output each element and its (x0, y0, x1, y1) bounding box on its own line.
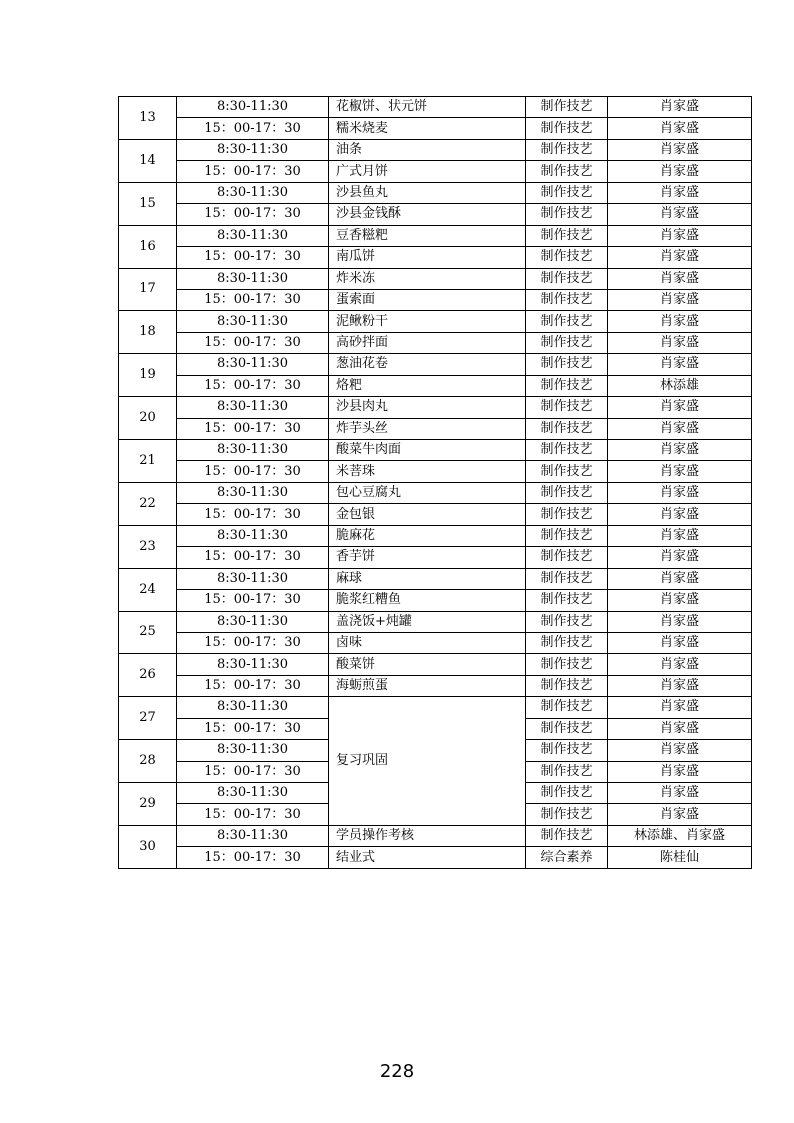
content-cell: 米菩珠 (329, 461, 526, 482)
teacher-cell: 肖家盛 (608, 311, 752, 332)
day-cell: 22 (119, 482, 177, 525)
day-cell: 26 (119, 654, 177, 697)
day-cell: 29 (119, 783, 177, 826)
table-row (119, 332, 752, 353)
teacher-cell: 肖家盛 (608, 783, 752, 804)
table-row (119, 461, 752, 482)
table-row (119, 161, 752, 182)
table-row (119, 675, 752, 696)
module-cell: 制作技艺 (526, 525, 608, 546)
module-cell: 制作技艺 (526, 632, 608, 653)
teacher-cell: 肖家盛 (608, 504, 752, 525)
time-cell: 15：00-17：30 (177, 118, 329, 139)
time-cell: 8:30-11:30 (177, 139, 329, 160)
teacher-cell: 肖家盛 (608, 139, 752, 160)
day-cell: 25 (119, 611, 177, 654)
teacher-cell: 肖家盛 (608, 354, 752, 375)
content-cell: 麻球 (329, 568, 526, 589)
module-cell: 制作技艺 (526, 568, 608, 589)
table-row (119, 568, 752, 589)
content-cell: 花椒饼、状元饼 (329, 97, 526, 118)
table-row (119, 847, 752, 868)
module-cell: 制作技艺 (526, 740, 608, 761)
page-number: 228 (379, 1061, 415, 1082)
time-cell: 15：00-17：30 (177, 761, 329, 782)
module-cell: 制作技艺 (526, 504, 608, 525)
table-row (119, 225, 752, 246)
table-row (119, 525, 752, 546)
table-row (119, 504, 752, 525)
teacher-cell: 肖家盛 (608, 97, 752, 118)
time-cell: 15：00-17：30 (177, 289, 329, 310)
content-cell: 酸菜牛肉面 (329, 440, 526, 461)
content-cell: 盖浇饭+炖罐 (329, 611, 526, 632)
teacher-cell: 肖家盛 (608, 590, 752, 611)
time-cell: 15：00-17：30 (177, 847, 329, 868)
teacher-cell: 肖家盛 (608, 654, 752, 675)
module-cell: 制作技艺 (526, 783, 608, 804)
table-row (119, 268, 752, 289)
time-cell: 15：00-17：30 (177, 332, 329, 353)
table-row (119, 697, 752, 718)
module-cell: 制作技艺 (526, 482, 608, 503)
content-cell: 高砂拌面 (329, 332, 526, 353)
content-cell: 脆浆红糟鱼 (329, 590, 526, 611)
module-cell: 制作技艺 (526, 547, 608, 568)
time-cell: 15：00-17：30 (177, 504, 329, 525)
module-cell: 制作技艺 (526, 718, 608, 739)
content-cell: 卤味 (329, 632, 526, 653)
day-cell: 27 (119, 697, 177, 740)
module-cell: 制作技艺 (526, 332, 608, 353)
time-cell: 15：00-17：30 (177, 718, 329, 739)
content-cell: 糯米烧麦 (329, 118, 526, 139)
time-cell: 15：00-17：30 (177, 461, 329, 482)
content-cell: 沙县鱼丸 (329, 182, 526, 203)
teacher-cell: 肖家盛 (608, 289, 752, 310)
time-cell: 8:30-11:30 (177, 225, 329, 246)
content-cell: 蛋索面 (329, 289, 526, 310)
content-cell: 香芋饼 (329, 547, 526, 568)
time-cell: 8:30-11:30 (177, 740, 329, 761)
review-content-cell: 复习巩固 (329, 697, 526, 826)
time-cell: 15：00-17：30 (177, 204, 329, 225)
schedule-table (118, 96, 752, 869)
teacher-cell: 肖家盛 (608, 675, 752, 696)
teacher-cell: 陈桂仙 (608, 847, 752, 868)
table-row (119, 97, 752, 118)
table-row (119, 440, 752, 461)
module-cell: 制作技艺 (526, 611, 608, 632)
time-cell: 8:30-11:30 (177, 182, 329, 203)
time-cell: 8:30-11:30 (177, 268, 329, 289)
teacher-cell: 肖家盛 (608, 418, 752, 439)
teacher-cell: 肖家盛 (608, 247, 752, 268)
content-cell: 结业式 (329, 847, 526, 868)
time-cell: 15：00-17：30 (177, 161, 329, 182)
teacher-cell: 肖家盛 (608, 268, 752, 289)
table-row (119, 547, 752, 568)
table-row (119, 375, 752, 396)
day-cell: 24 (119, 568, 177, 611)
time-cell: 15：00-17：30 (177, 632, 329, 653)
teacher-cell: 肖家盛 (608, 482, 752, 503)
teacher-cell: 林添雄、肖家盛 (608, 825, 752, 846)
module-cell: 制作技艺 (526, 440, 608, 461)
teacher-cell: 肖家盛 (608, 568, 752, 589)
module-cell: 制作技艺 (526, 268, 608, 289)
table-row (119, 354, 752, 375)
module-cell: 制作技艺 (526, 590, 608, 611)
teacher-cell: 肖家盛 (608, 547, 752, 568)
module-cell: 制作技艺 (526, 461, 608, 482)
teacher-cell: 肖家盛 (608, 225, 752, 246)
content-cell: 烙粑 (329, 375, 526, 396)
time-cell: 15：00-17：30 (177, 375, 329, 396)
teacher-cell: 肖家盛 (608, 332, 752, 353)
module-cell: 制作技艺 (526, 804, 608, 825)
module-cell: 制作技艺 (526, 204, 608, 225)
module-cell: 制作技艺 (526, 825, 608, 846)
module-cell: 综合素养 (526, 847, 608, 868)
module-cell: 制作技艺 (526, 182, 608, 203)
day-cell: 28 (119, 740, 177, 783)
teacher-cell: 肖家盛 (608, 440, 752, 461)
module-cell: 制作技艺 (526, 397, 608, 418)
teacher-cell: 肖家盛 (608, 397, 752, 418)
content-cell: 酸菜饼 (329, 654, 526, 675)
module-cell: 制作技艺 (526, 418, 608, 439)
time-cell: 8:30-11:30 (177, 783, 329, 804)
table-row (119, 397, 752, 418)
content-cell: 豆香糍粑 (329, 225, 526, 246)
day-cell: 21 (119, 440, 177, 483)
content-cell: 学员操作考核 (329, 825, 526, 846)
module-cell: 制作技艺 (526, 675, 608, 696)
content-cell: 南瓜饼 (329, 247, 526, 268)
time-cell: 8:30-11:30 (177, 825, 329, 846)
day-cell: 23 (119, 525, 177, 568)
teacher-cell: 肖家盛 (608, 697, 752, 718)
time-cell: 15：00-17：30 (177, 418, 329, 439)
teacher-cell: 肖家盛 (608, 632, 752, 653)
teacher-cell: 肖家盛 (608, 761, 752, 782)
teacher-cell: 肖家盛 (608, 611, 752, 632)
table-row (119, 311, 752, 332)
module-cell: 制作技艺 (526, 654, 608, 675)
teacher-cell: 肖家盛 (608, 204, 752, 225)
content-cell: 海蛎煎蛋 (329, 675, 526, 696)
content-cell: 脆麻花 (329, 525, 526, 546)
day-cell: 17 (119, 268, 177, 311)
table-row (119, 289, 752, 310)
table-row (119, 482, 752, 503)
module-cell: 制作技艺 (526, 375, 608, 396)
table-row (119, 632, 752, 653)
time-cell: 15：00-17：30 (177, 804, 329, 825)
day-cell: 13 (119, 97, 177, 140)
content-cell: 沙县金钱酥 (329, 204, 526, 225)
time-cell: 8:30-11:30 (177, 482, 329, 503)
table-row (119, 182, 752, 203)
table-row (119, 825, 752, 846)
time-cell: 8:30-11:30 (177, 654, 329, 675)
module-cell: 制作技艺 (526, 225, 608, 246)
content-cell: 泥鳅粉干 (329, 311, 526, 332)
time-cell: 15：00-17：30 (177, 247, 329, 268)
module-cell: 制作技艺 (526, 289, 608, 310)
content-cell: 炸米冻 (329, 268, 526, 289)
table-row (119, 247, 752, 268)
module-cell: 制作技艺 (526, 118, 608, 139)
time-cell: 8:30-11:30 (177, 568, 329, 589)
content-cell: 炸芋头丝 (329, 418, 526, 439)
table-row (119, 590, 752, 611)
time-cell: 8:30-11:30 (177, 397, 329, 418)
content-cell: 葱油花卷 (329, 354, 526, 375)
teacher-cell: 林添雄 (608, 375, 752, 396)
table-row (119, 204, 752, 225)
day-cell: 30 (119, 825, 177, 868)
teacher-cell: 肖家盛 (608, 461, 752, 482)
day-cell: 19 (119, 354, 177, 397)
time-cell: 15：00-17：30 (177, 547, 329, 568)
module-cell: 制作技艺 (526, 139, 608, 160)
content-cell: 油条 (329, 139, 526, 160)
time-cell: 8:30-11:30 (177, 611, 329, 632)
time-cell: 8:30-11:30 (177, 525, 329, 546)
teacher-cell: 肖家盛 (608, 161, 752, 182)
day-cell: 14 (119, 139, 177, 182)
table-row (119, 118, 752, 139)
time-cell: 15：00-17：30 (177, 675, 329, 696)
teacher-cell: 肖家盛 (608, 718, 752, 739)
module-cell: 制作技艺 (526, 161, 608, 182)
table-row (119, 654, 752, 675)
teacher-cell: 肖家盛 (608, 740, 752, 761)
content-cell: 沙县肉丸 (329, 397, 526, 418)
teacher-cell: 肖家盛 (608, 118, 752, 139)
module-cell: 制作技艺 (526, 354, 608, 375)
day-cell: 20 (119, 397, 177, 440)
table-row (119, 418, 752, 439)
module-cell: 制作技艺 (526, 697, 608, 718)
module-cell: 制作技艺 (526, 247, 608, 268)
day-cell: 15 (119, 182, 177, 225)
module-cell: 制作技艺 (526, 761, 608, 782)
day-cell: 16 (119, 225, 177, 268)
table-row (119, 139, 752, 160)
teacher-cell: 肖家盛 (608, 525, 752, 546)
time-cell: 8:30-11:30 (177, 311, 329, 332)
teacher-cell: 肖家盛 (608, 182, 752, 203)
content-cell: 包心豆腐丸 (329, 482, 526, 503)
time-cell: 8:30-11:30 (177, 697, 329, 718)
time-cell: 8:30-11:30 (177, 440, 329, 461)
module-cell: 制作技艺 (526, 97, 608, 118)
content-cell: 金包银 (329, 504, 526, 525)
time-cell: 15：00-17：30 (177, 590, 329, 611)
teacher-cell: 肖家盛 (608, 804, 752, 825)
time-cell: 8:30-11:30 (177, 354, 329, 375)
content-cell: 广式月饼 (329, 161, 526, 182)
schedule-body (119, 97, 752, 869)
module-cell: 制作技艺 (526, 311, 608, 332)
day-cell: 18 (119, 311, 177, 354)
table-row (119, 611, 752, 632)
time-cell: 8:30-11:30 (177, 97, 329, 118)
